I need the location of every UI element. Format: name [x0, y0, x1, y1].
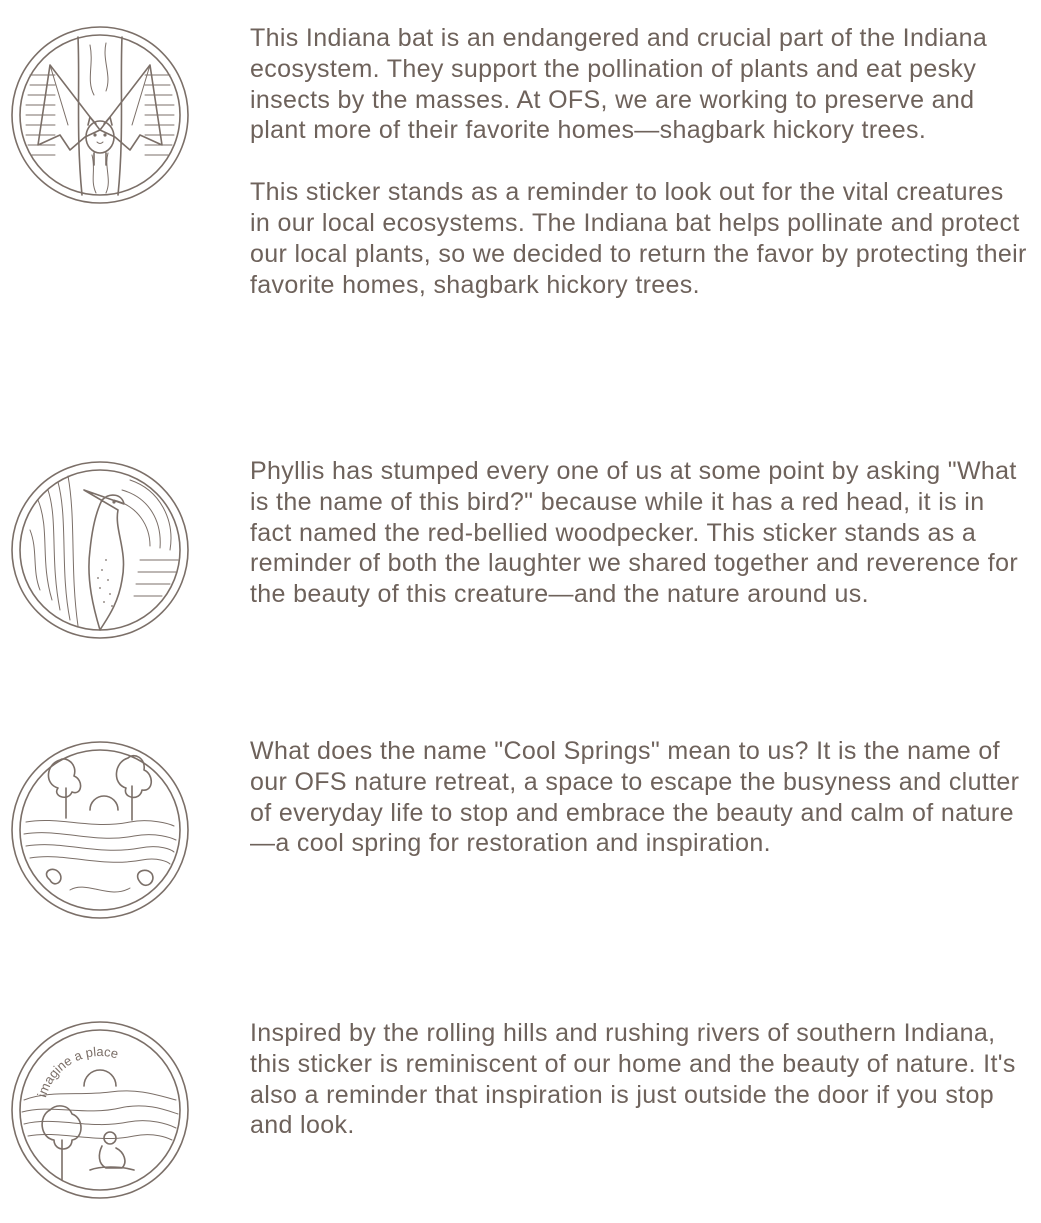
woodpecker-paragraph-1: Phyllis has stumped every one of us at some point by asking "What is the name of this bird?" because while it has a red head, it is in fact named the red-bellied woodpecker. This sticker stands as a reminder of both the laughter we shared together and reverence for the beauty of this creature—and the nature around us. [250, 457, 1018, 609]
imagine-description [250, 1018, 1030, 1141]
sticker-text: imagine a place [34, 1043, 120, 1099]
bat-paragraph-1: This Indiana bat is an endangered and crucial part of the Indiana ecosystem. They support the pollination of plants and eat pesky insects by the masses. At OFS, we are working to preserve and plant more of their favorite homes—shagbark hickory trees. [250, 24, 988, 145]
bat-description [250, 23, 1030, 300]
bat-paragraph-2: This sticker stands as a reminder to look out for the vital creatures in our local ecosystems. The Indiana bat helps pollinate and protect our local plants, so we decided to return the favor by protecting their favorite homes, shagbark hickory trees. [250, 178, 1027, 299]
imagine-paragraph-1: Inspired by the rolling hills and rushing rivers of southern Indiana, this sticker is reminiscent of our home and the beauty of nature. It's also a reminder that inspiration is just outside the door if you stop and look. [250, 1019, 1016, 1140]
woodpecker-sticker-icon [10, 460, 190, 640]
cool-springs-paragraph-1: What does the name "Cool Springs" mean to us? It is the name of our OFS nature retreat, a space to escape the busyness and clutter of everyday life to stop and embrace the beauty and calm of nature—a cool spring for restoration and inspiration. [250, 737, 1020, 858]
woodpecker-description [250, 456, 1030, 610]
cool-springs-sticker-icon [10, 740, 190, 920]
imagine-a-place-sticker-icon [10, 1020, 190, 1200]
bat-sticker-icon [10, 25, 190, 205]
cool-springs-description [250, 736, 1030, 859]
